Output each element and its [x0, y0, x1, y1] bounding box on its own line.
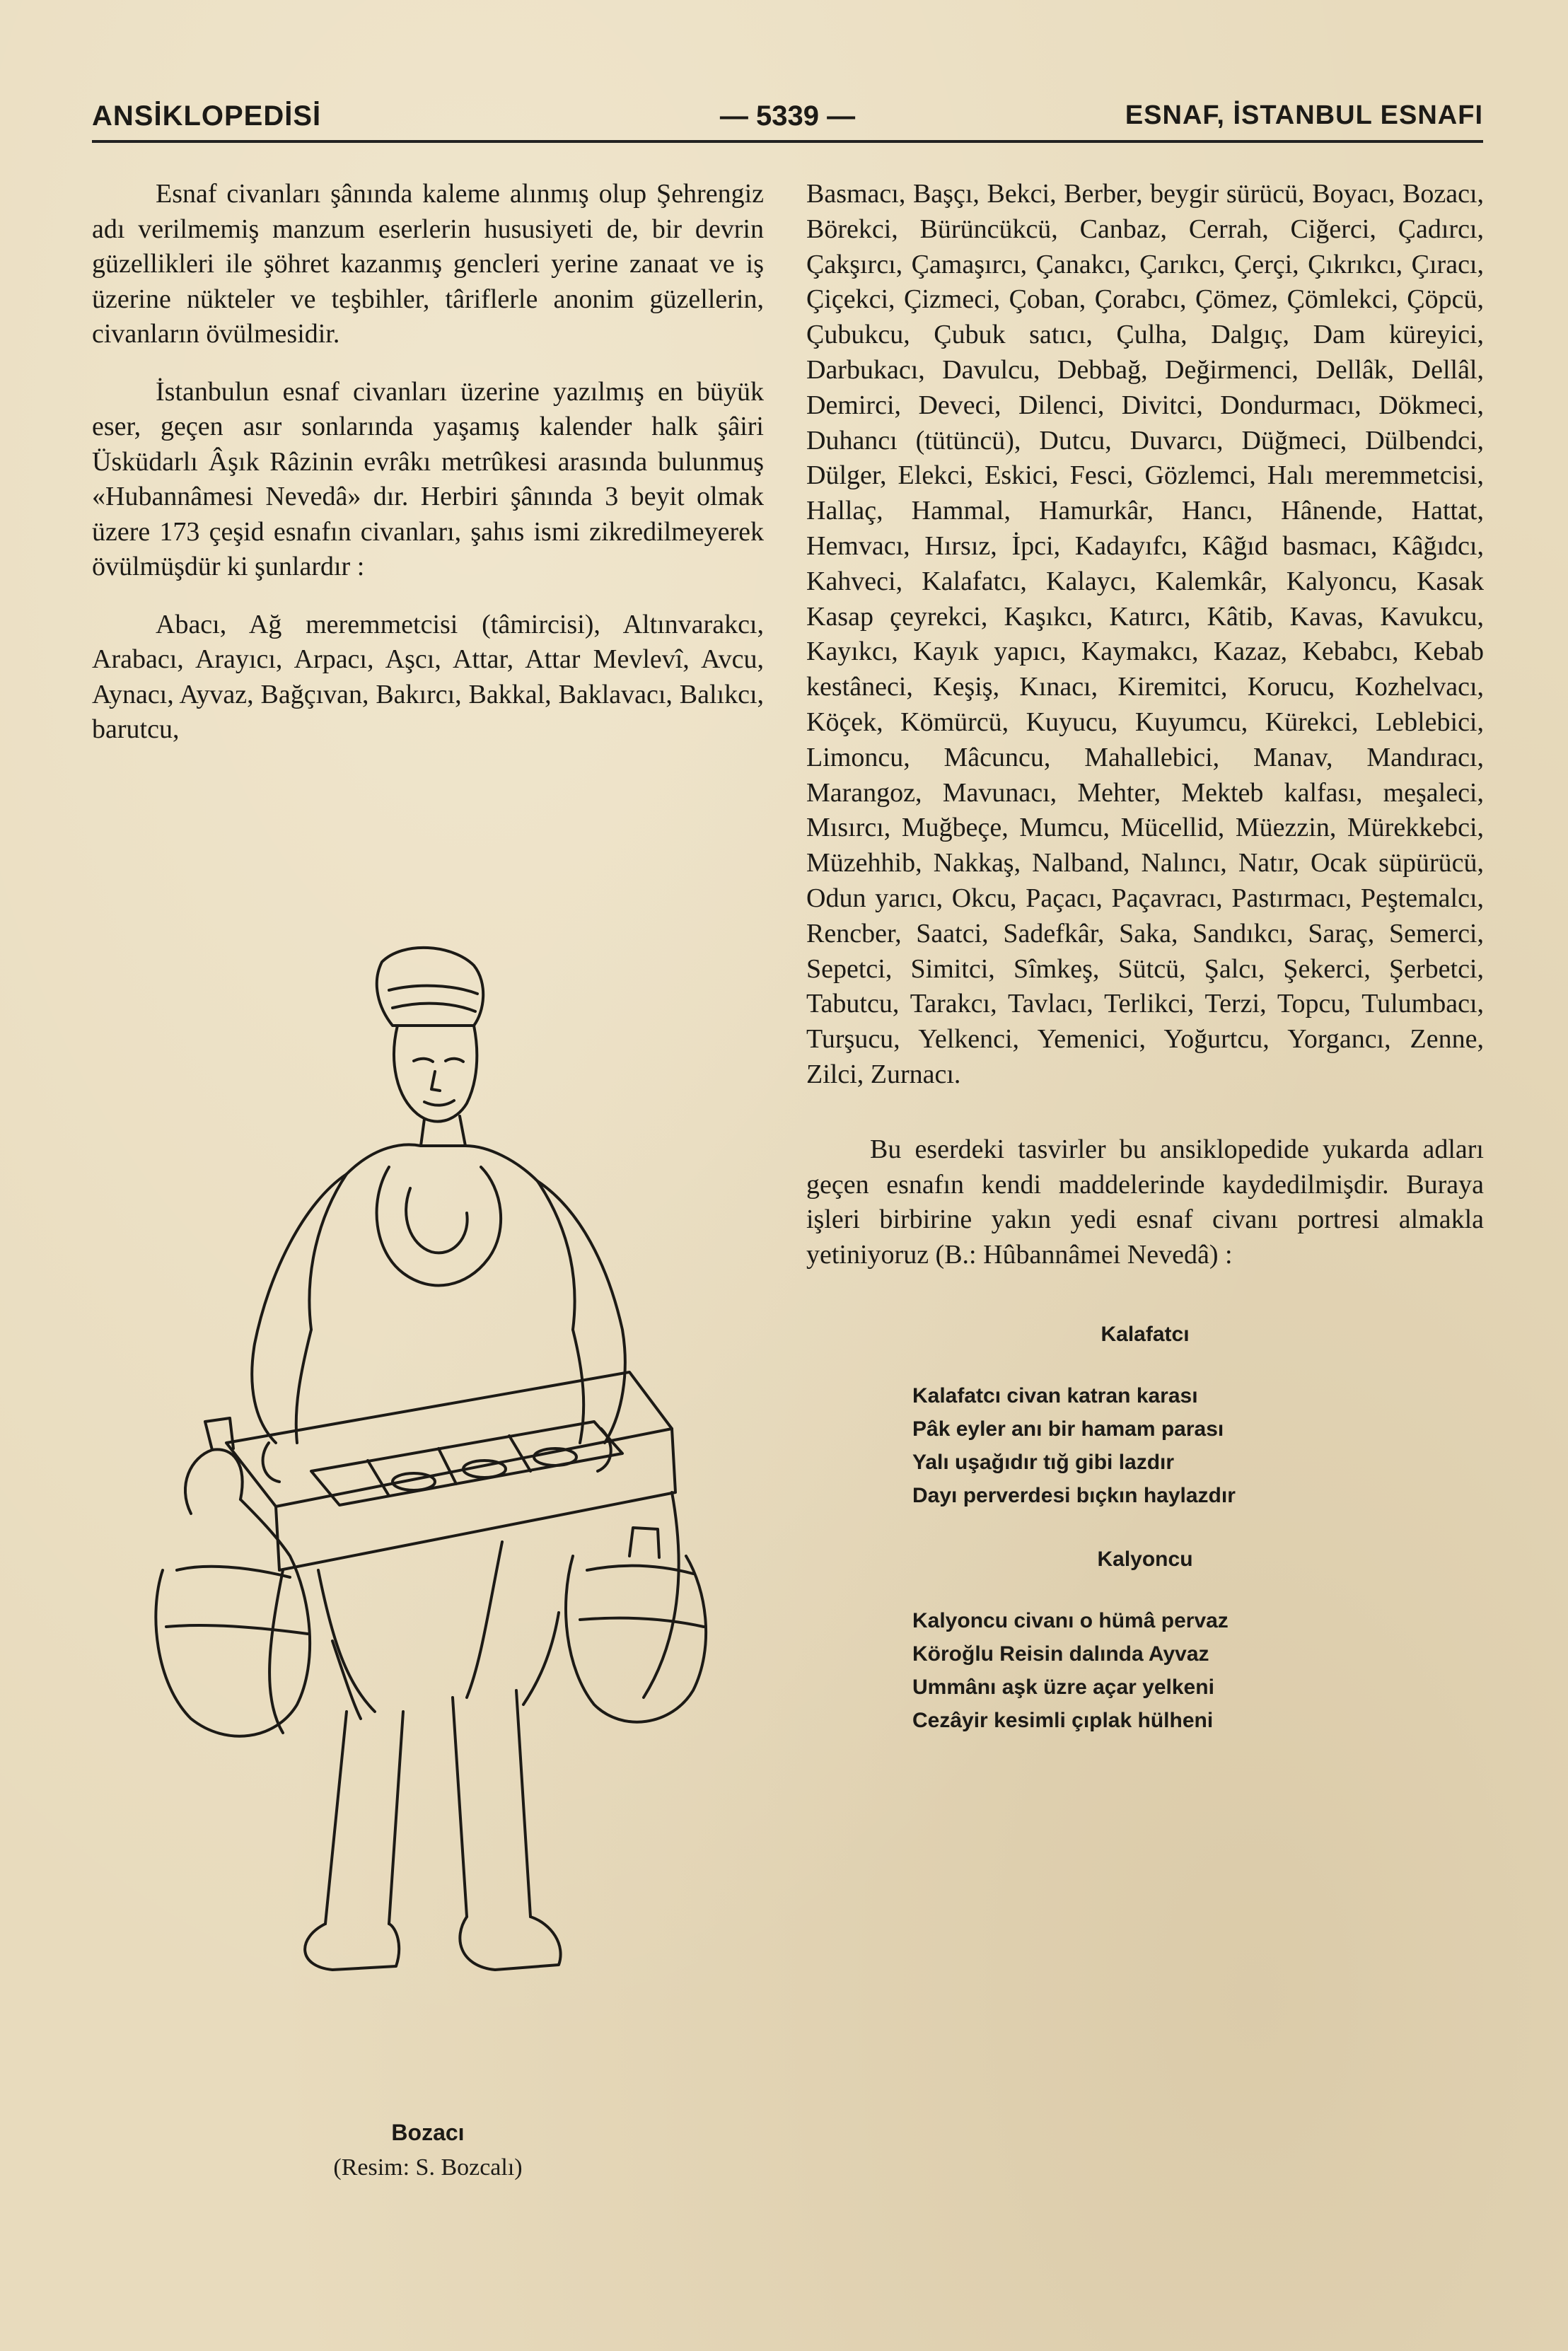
right-column — [806, 177, 1484, 1737]
header-left: ANSİKLOPEDİSİ — [92, 100, 322, 132]
poem-line: Kalyoncu civanı o hümâ pervaz — [912, 1608, 1229, 1632]
header-right: ESNAF, İSTANBUL ESNAFI — [1125, 100, 1483, 130]
left-paragraph-2: İstanbulun esnaf civanları üzerine yazılmış en büyük eser, geçen asır sonlarında yaşamış kalender halk şâiri Üsküdarlı Âşık Râzinin evrâkı metrûkesi arasında bulunmuş «Hubannâmesi Nevedâ» dır. Herbiri şânında 3 beyit olmak üzere 173 çeşid esnafın civanları, şahıs ismi zikredilmeyerek övülmüşdür ki şunlardır : — [92, 376, 764, 581]
poem-line: Pâk eyler anı bir hamam parası — [912, 1417, 1224, 1441]
poem-title: Kalafatcı — [1100, 1322, 1190, 1346]
page-header — [92, 92, 1483, 149]
left-column — [92, 177, 764, 770]
header-rule — [92, 140, 1483, 143]
poem-line: Dayı perverdesi bıçkın haylazdır — [912, 1483, 1236, 1507]
right-paragraph-1: Basmacı, Başçı, Bekci, Berber, beygir sürücü, Boyacı, Bozacı, Börekci, Bürüncükcü, Canbaz, Cerrah, Ciğerci, Çadırcı, Çakşırcı, Çamaşırcı, Çanakcı, Çarıkcı, Çerçi, Çıkrıkcı, Çıracı, Çiçekci, Çizmeci, Çoban, Çorabcı, Çömez, Çömlekci, Çöpcü, Çubukcu, Çubuk satıcı, Çulha, Dalgıç, Dam küreyici, Darbukacı, Davulcu, Debbağ, Değirmenci, Dellâk, Dellâl, Demirci, Deveci, Dilenci, Divitci, Dondurmacı, Dökmeci, Duhancı (tütüncü), Dutcu, Duvarcı, Düğmeci, Dülbendci, Dülger, Elekci, Eskici, Fesci, Gözlemci, Halı meremmetcisi, Hallaç, Hammal, Hamurkâr, Hancı, Hânende, Hattat, Hemvacı, Hırsız, İpci, Kadayıfcı, Kâğıd basmacı, Kâğıdcı, Kahveci, Kalafatcı, Kalaycı, Kalemkâr, Kalyoncu, Kasak Kasap çeyrekci, Kaşıkcı, Katırcı, Kâtib, Kavas, Kavukcu, Kayıkcı, Kayık yapıcı, Kaymakcı, Kazaz, Kebabcı, Kebab kestâneci, Keşiş, Kınacı, Kiremitci, Korucu, Kozhelvacı, Köçek, Kömürcü, Kuyucu, Kuyumcu, Kürekci, Leblebici, Limoncu, Mâcuncu, Mahallebici, Manav, Mandıracı, Marangoz, Mavunacı, Mehter, Mekteb kalfası, meşaleci, Mısırcı, Muğbeçe, Mumcu, Mücellid, Müezzin, Mürekkebci, Müzehhib, Nakkaş, Nalband, Nalıncı, Natır, Ocak süpürücü, Odun yarıcı, Okcu, Paçacı, Paçavracı, Pastırmacı, Peştemalcı, Rencber, Saatci, Sadefkâr, Saka, Sandıkcı, Saraç, Semerci, Sepetci, Simitci, Sîmkeş, Sütcü, Şalcı, Şekerci, Şerbetci, Tabutcu, Tarakcı, Tavlacı, Terlikci, Terzi, Topcu, Tulumbacı, Turşucu, Yelkenci, Yemenici, Yoğurtcu, Yorgancı, Zenne, Zilci, Zurnacı. — [806, 179, 1484, 1089]
poem-kalafatci — [806, 1317, 1484, 1512]
caption-credit: (Resim: S. Bozcalı) — [333, 2154, 523, 2181]
poem-line: Cezâyir kesimli çıplak hülheni — [912, 1708, 1214, 1732]
poem-line: Ummânı aşk üzre açar yelkeni — [912, 1675, 1214, 1699]
page-number: — 5339 — — [719, 100, 856, 132]
left-paragraph-1: Esnaf civanları şânında kaleme alınmış olup Şehrengiz adı verilmemiş manzum eserlerin hususiyeti de, bir devrin güzellikleri ile şöhret kazanmış gencleri yerine zanaat ve iş üzerine nükteler ve teşbihler, târiflerle anonim güzellerin, civanların övülmesidir. — [92, 179, 764, 349]
figure-caption — [92, 2115, 764, 2185]
right-paragraph-2: Bu eserdeki tasvirler bu ansiklopedide yukarda adları geçen esnafın kendi maddelerinde kaydedilmişdir. Buraya işleri birbirine yakın yedi esnaf civanı portresi almakla yetiniyoruz (B.: Hûbannâmei Nevedâ) : — [806, 1134, 1484, 1270]
bozaci-drawing-icon — [134, 934, 728, 2101]
caption-title: Bozacı — [391, 2120, 465, 2145]
poem-kalyoncu — [806, 1542, 1484, 1737]
poem-line: Yalı uşağıdır tığ gibi lazdır — [912, 1450, 1175, 1474]
left-paragraph-3: Abacı, Ağ meremmetcisi (tâmircisi), Altınvarakcı, Arabacı, Arayıcı, Arpacı, Aşcı, Attar, Attar Mevlevî, Avcu, Aynacı, Ayvaz, Bağçıvan, Bakırcı, Bakkal, Baklavacı, Balıkcı, barutcu, — [92, 609, 764, 744]
poem-title: Kalyoncu — [1097, 1547, 1193, 1571]
poem-line: Kalafatcı civan katran karası — [912, 1383, 1198, 1407]
bozaci-illustration — [134, 934, 728, 2101]
poem-line: Köroğlu Reisin dalında Ayvaz — [912, 1642, 1209, 1666]
